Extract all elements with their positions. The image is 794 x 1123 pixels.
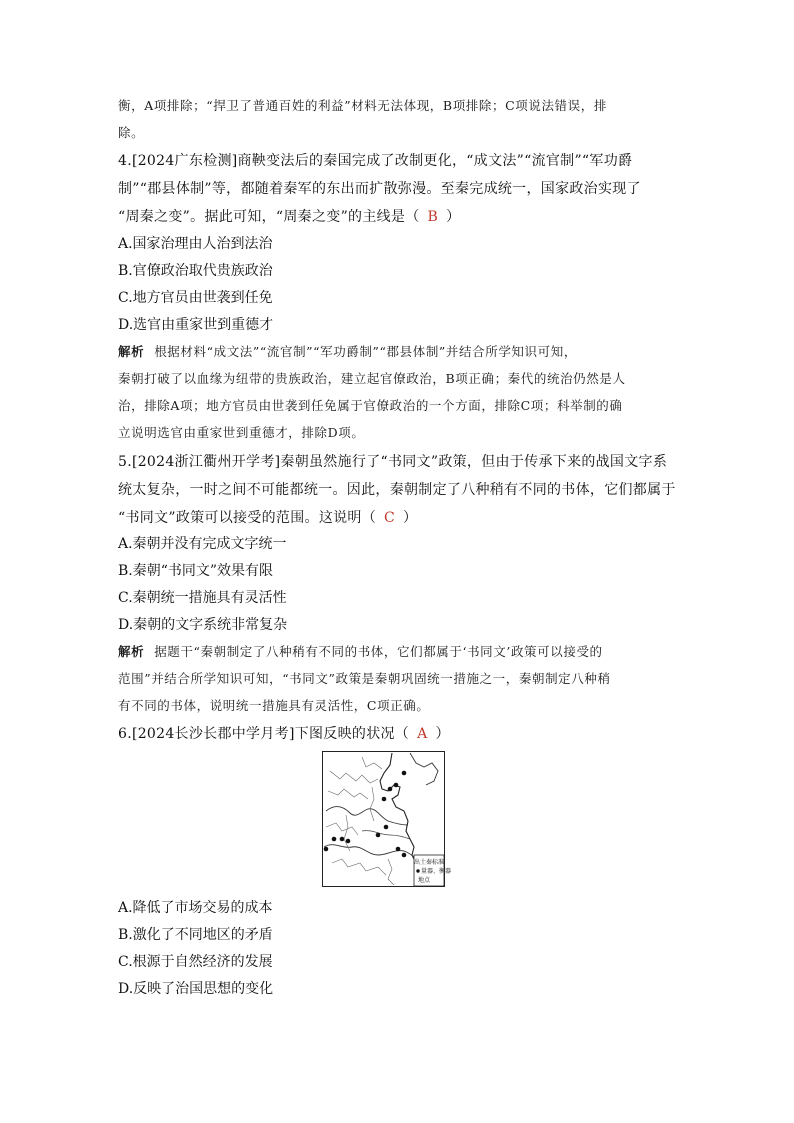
site-dot bbox=[394, 783, 399, 788]
q4-explanation-label: 解析 bbox=[118, 344, 145, 359]
prev-explanation-line-1: 衡，A项排除；“捍卫了普通百姓的利益”材料无法体现，B项排除；C项说法错误，排 bbox=[118, 98, 607, 113]
q6-answer: A bbox=[417, 726, 428, 742]
q4-stem-close: ） bbox=[446, 209, 461, 225]
site-dot bbox=[324, 847, 329, 852]
q4-stem-line-1: 4.[2024广东检测]商鞅变法后的秦国完成了改制更化，“成文法”“流官制”“军功爵 bbox=[118, 153, 633, 169]
q6-stem-text: 6.[2024长沙长郡中学月考]下图反映的状况（ bbox=[118, 726, 410, 742]
q4-option-d: D.选官由重家世到重德才 bbox=[118, 317, 274, 333]
q4-option-c: C.地方官员由世袭到任免 bbox=[118, 290, 273, 306]
q5-explanation-line-1 bbox=[118, 642, 603, 660]
legend-dot-icon bbox=[416, 869, 419, 872]
q4-explanation-text: 根据材料“成文法”“流官制”“军功爵制”“郡县体制”并结合所学知识可知， bbox=[154, 344, 577, 359]
map-legend bbox=[414, 855, 451, 886]
q4-answer: B bbox=[427, 209, 439, 225]
legend-tail: 地点 bbox=[418, 877, 431, 884]
q4-explanation-line-1 bbox=[118, 342, 577, 360]
q4-stem-text: “周秦之变”。据此可知，“周秦之变”的主线是（ bbox=[118, 209, 420, 225]
q5-stem-line-3 bbox=[118, 507, 417, 527]
q4-option-b: B.官僚政治取代贵族政治 bbox=[118, 263, 273, 279]
q4-explanation-line-4: 立说明选官由重家世到重德才，排除D项。 bbox=[118, 425, 365, 440]
q5-answer: C bbox=[384, 510, 396, 526]
q5-explanation-label: 解析 bbox=[118, 644, 145, 659]
prev-explanation-line-2: 除。 bbox=[118, 125, 145, 140]
q5-explanation-line-3: 有不同的书体，说明统一措施具有灵活性，C项正确。 bbox=[118, 698, 430, 713]
q5-option-c: C.秦朝统一措施具有灵活性 bbox=[118, 590, 287, 606]
qin-measures-map bbox=[322, 751, 452, 887]
q4-option-a: A.国家治理由人治到法治 bbox=[118, 236, 273, 252]
q4-explanation-line-2: 秦朝打破了以血缘为纽带的贵族政治，建立起官僚政治，B项正确；秦代的统治仍然是人 bbox=[118, 371, 626, 386]
q5-option-b: B.秦朝“书同文”效果有限 bbox=[118, 563, 274, 579]
q6-stem-line-1 bbox=[118, 723, 450, 743]
q5-stem-close: ） bbox=[403, 510, 418, 526]
site-dot bbox=[332, 837, 337, 842]
q4-stem-line-3 bbox=[118, 206, 460, 226]
site-dot bbox=[384, 825, 389, 830]
q5-explanation-line-2: 范围”并结合所学知识可知，“书同文”政策是秦朝巩固统一措施之一，秦朝制定八种稍 bbox=[118, 671, 611, 686]
q5-option-a: A.秦朝并没有完成文字统一 bbox=[118, 536, 287, 552]
site-dot bbox=[402, 771, 407, 776]
site-dot bbox=[376, 833, 381, 838]
q5-stem-line-2: 统太复杂，一时之间不可能都统一。因此，秦朝制定了八种稍有不同的书体，它们都属于 bbox=[118, 482, 676, 498]
q6-stem-close: ） bbox=[435, 726, 450, 742]
q5-stem-text: “书同文”政策可以接受的范围。这说明（ bbox=[118, 510, 377, 526]
site-dot bbox=[340, 837, 345, 842]
q5-stem-line-1: 5.[2024浙江衢州开学考]秦朝虽然施行了“书同文”政策，但由于传承下来的战国文字系 bbox=[118, 454, 668, 470]
site-dot bbox=[388, 787, 393, 792]
map-figure bbox=[322, 751, 452, 887]
site-dot bbox=[396, 847, 401, 852]
site-dot bbox=[382, 797, 387, 802]
q4-explanation-line-3: 治，排除A项；地方官员由世袭到任免属于官僚政治的一个方面，排除C项；科举制的确 bbox=[118, 398, 623, 413]
q5-option-d: D.秦朝的文字系统非常复杂 bbox=[118, 617, 288, 633]
site-dot bbox=[402, 853, 407, 858]
q6-option-d: D.反映了治国思想的变化 bbox=[118, 981, 274, 997]
q6-option-a: A.降低了市场交易的成本 bbox=[118, 900, 273, 916]
legend-title: 出土秦标准 bbox=[413, 859, 445, 866]
q6-option-b: B.激化了不同地区的矛盾 bbox=[118, 927, 273, 943]
legend-item: 量器、衡器 bbox=[421, 868, 452, 875]
q6-option-c: C.根源于自然经济的发展 bbox=[118, 954, 273, 970]
q4-stem-line-2: 制”“郡县体制”等，都随着秦军的东出而扩散弥漫。至秦完成统一，国家政治实现了 bbox=[118, 181, 641, 197]
site-dot bbox=[346, 839, 351, 844]
q5-explanation-text: 据题干“秦朝制定了八种稍有不同的书体，它们都属于‘书同文’政策可以接受的 bbox=[154, 644, 603, 659]
